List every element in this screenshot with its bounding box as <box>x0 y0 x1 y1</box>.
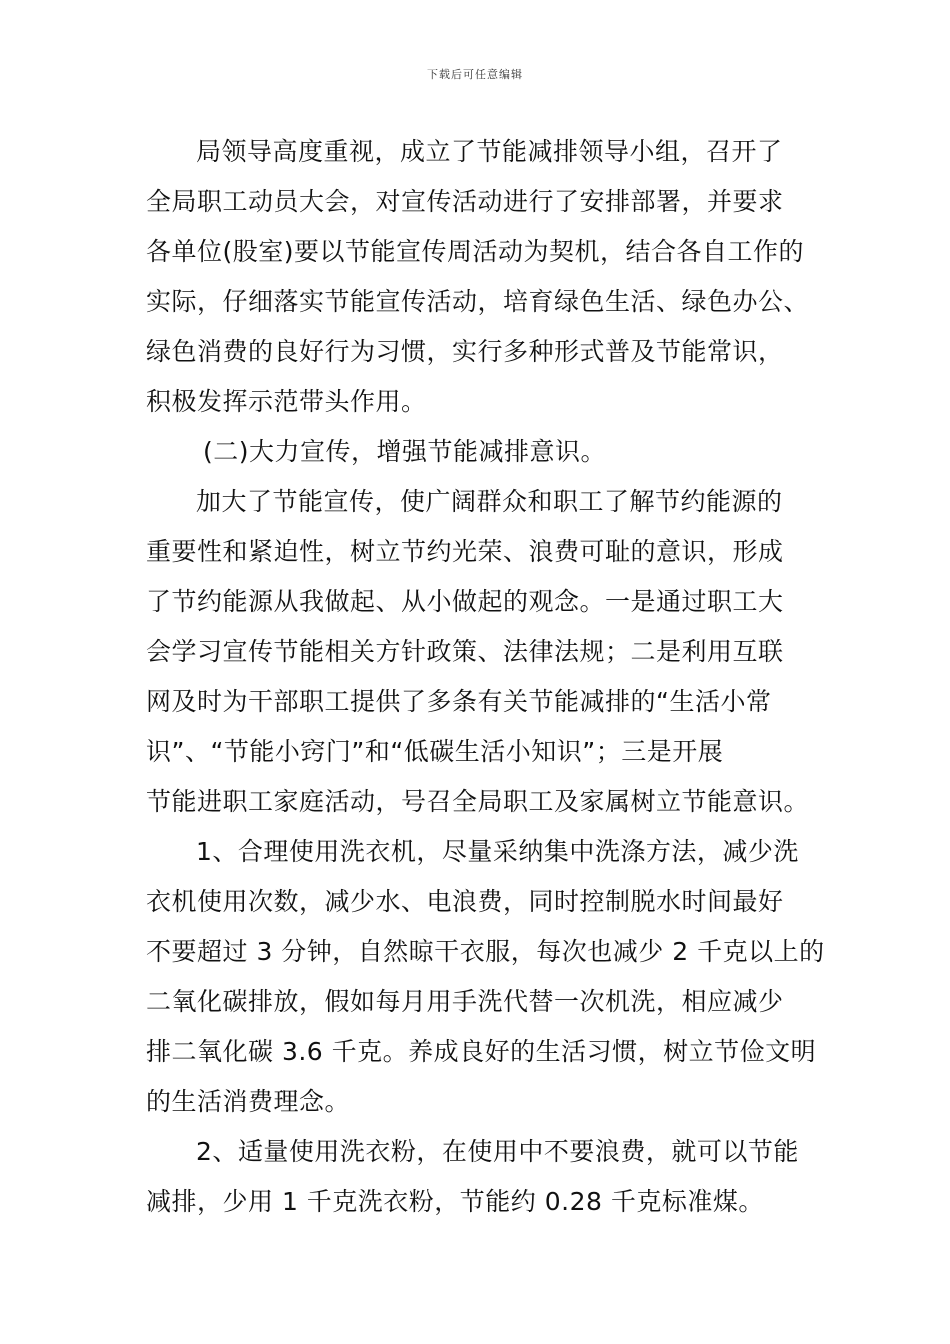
paragraph-line: 不要超过 3 分钟，自然晾干衣服，每次也减少 2 千克以上的 <box>146 937 825 966</box>
paragraph-line: 加大了节能宣传，使广阔群众和职工了解节约能源的 <box>196 487 783 516</box>
paragraph-line: 排二氧化碳 3.6 千克。养成良好的生活习惯，树立节俭文明 <box>146 1037 817 1066</box>
paragraph-line: 各单位(股室)要以节能宣传周活动为契机，结合各自工作的 <box>146 237 805 266</box>
header-note: 下载后可任意编辑 <box>427 68 523 81</box>
paragraph-line: 识”、“节能小窍门”和“低碳生活小知识”；三是开展 <box>146 737 724 766</box>
paragraph-line: 节能进职工家庭活动，号召全局职工及家属树立节能意识。 <box>146 787 810 816</box>
paragraph-line: 局领导高度重视，成立了节能减排领导小组，召开了 <box>196 137 783 166</box>
paragraph-line: 积极发挥示范带头作用。 <box>146 387 427 416</box>
paragraph-line: 网及时为干部职工提供了多条有关节能减排的“生活小常 <box>146 687 772 716</box>
paragraph-line: 二氧化碳排放，假如每月用手洗代替一次机洗，相应减少 <box>146 987 784 1016</box>
paragraph-line: 衣机使用次数，减少水、电浪费，同时控制脱水时间最好 <box>146 887 784 916</box>
paragraph-line: 实际，仔细落实节能宣传活动，培育绿色生活、绿色办公、 <box>146 287 810 316</box>
paragraph-line: 了节约能源从我做起、从小做起的观念。一是通过职工大 <box>146 587 784 616</box>
paragraph-line: 绿色消费的良好行为习惯，实行多种形式普及节能常识， <box>146 337 784 366</box>
list-item-line: 1、合理使用洗衣机，尽量采纳集中洗涤方法，减少洗 <box>196 837 799 866</box>
section-heading: (二)大力宣传，增强节能减排意识。 <box>203 437 607 466</box>
paragraph-line: 减排，少用 1 千克洗衣粉，节能约 0.28 千克标准煤。 <box>146 1187 764 1216</box>
paragraph-line: 重要性和紧迫性，树立节约光荣、浪费可耻的意识，形成 <box>146 537 784 566</box>
paragraph-line: 全局职工动员大会，对宣传活动进行了安排部署，并要求 <box>146 187 784 216</box>
paragraph-line: 的生活消费理念。 <box>146 1087 351 1116</box>
paragraph-line: 会学习宣传节能相关方针政策、法律法规；二是利用互联 <box>146 637 784 666</box>
list-item-line: 2、适量使用洗衣粉，在使用中不要浪费，就可以节能 <box>196 1137 799 1166</box>
